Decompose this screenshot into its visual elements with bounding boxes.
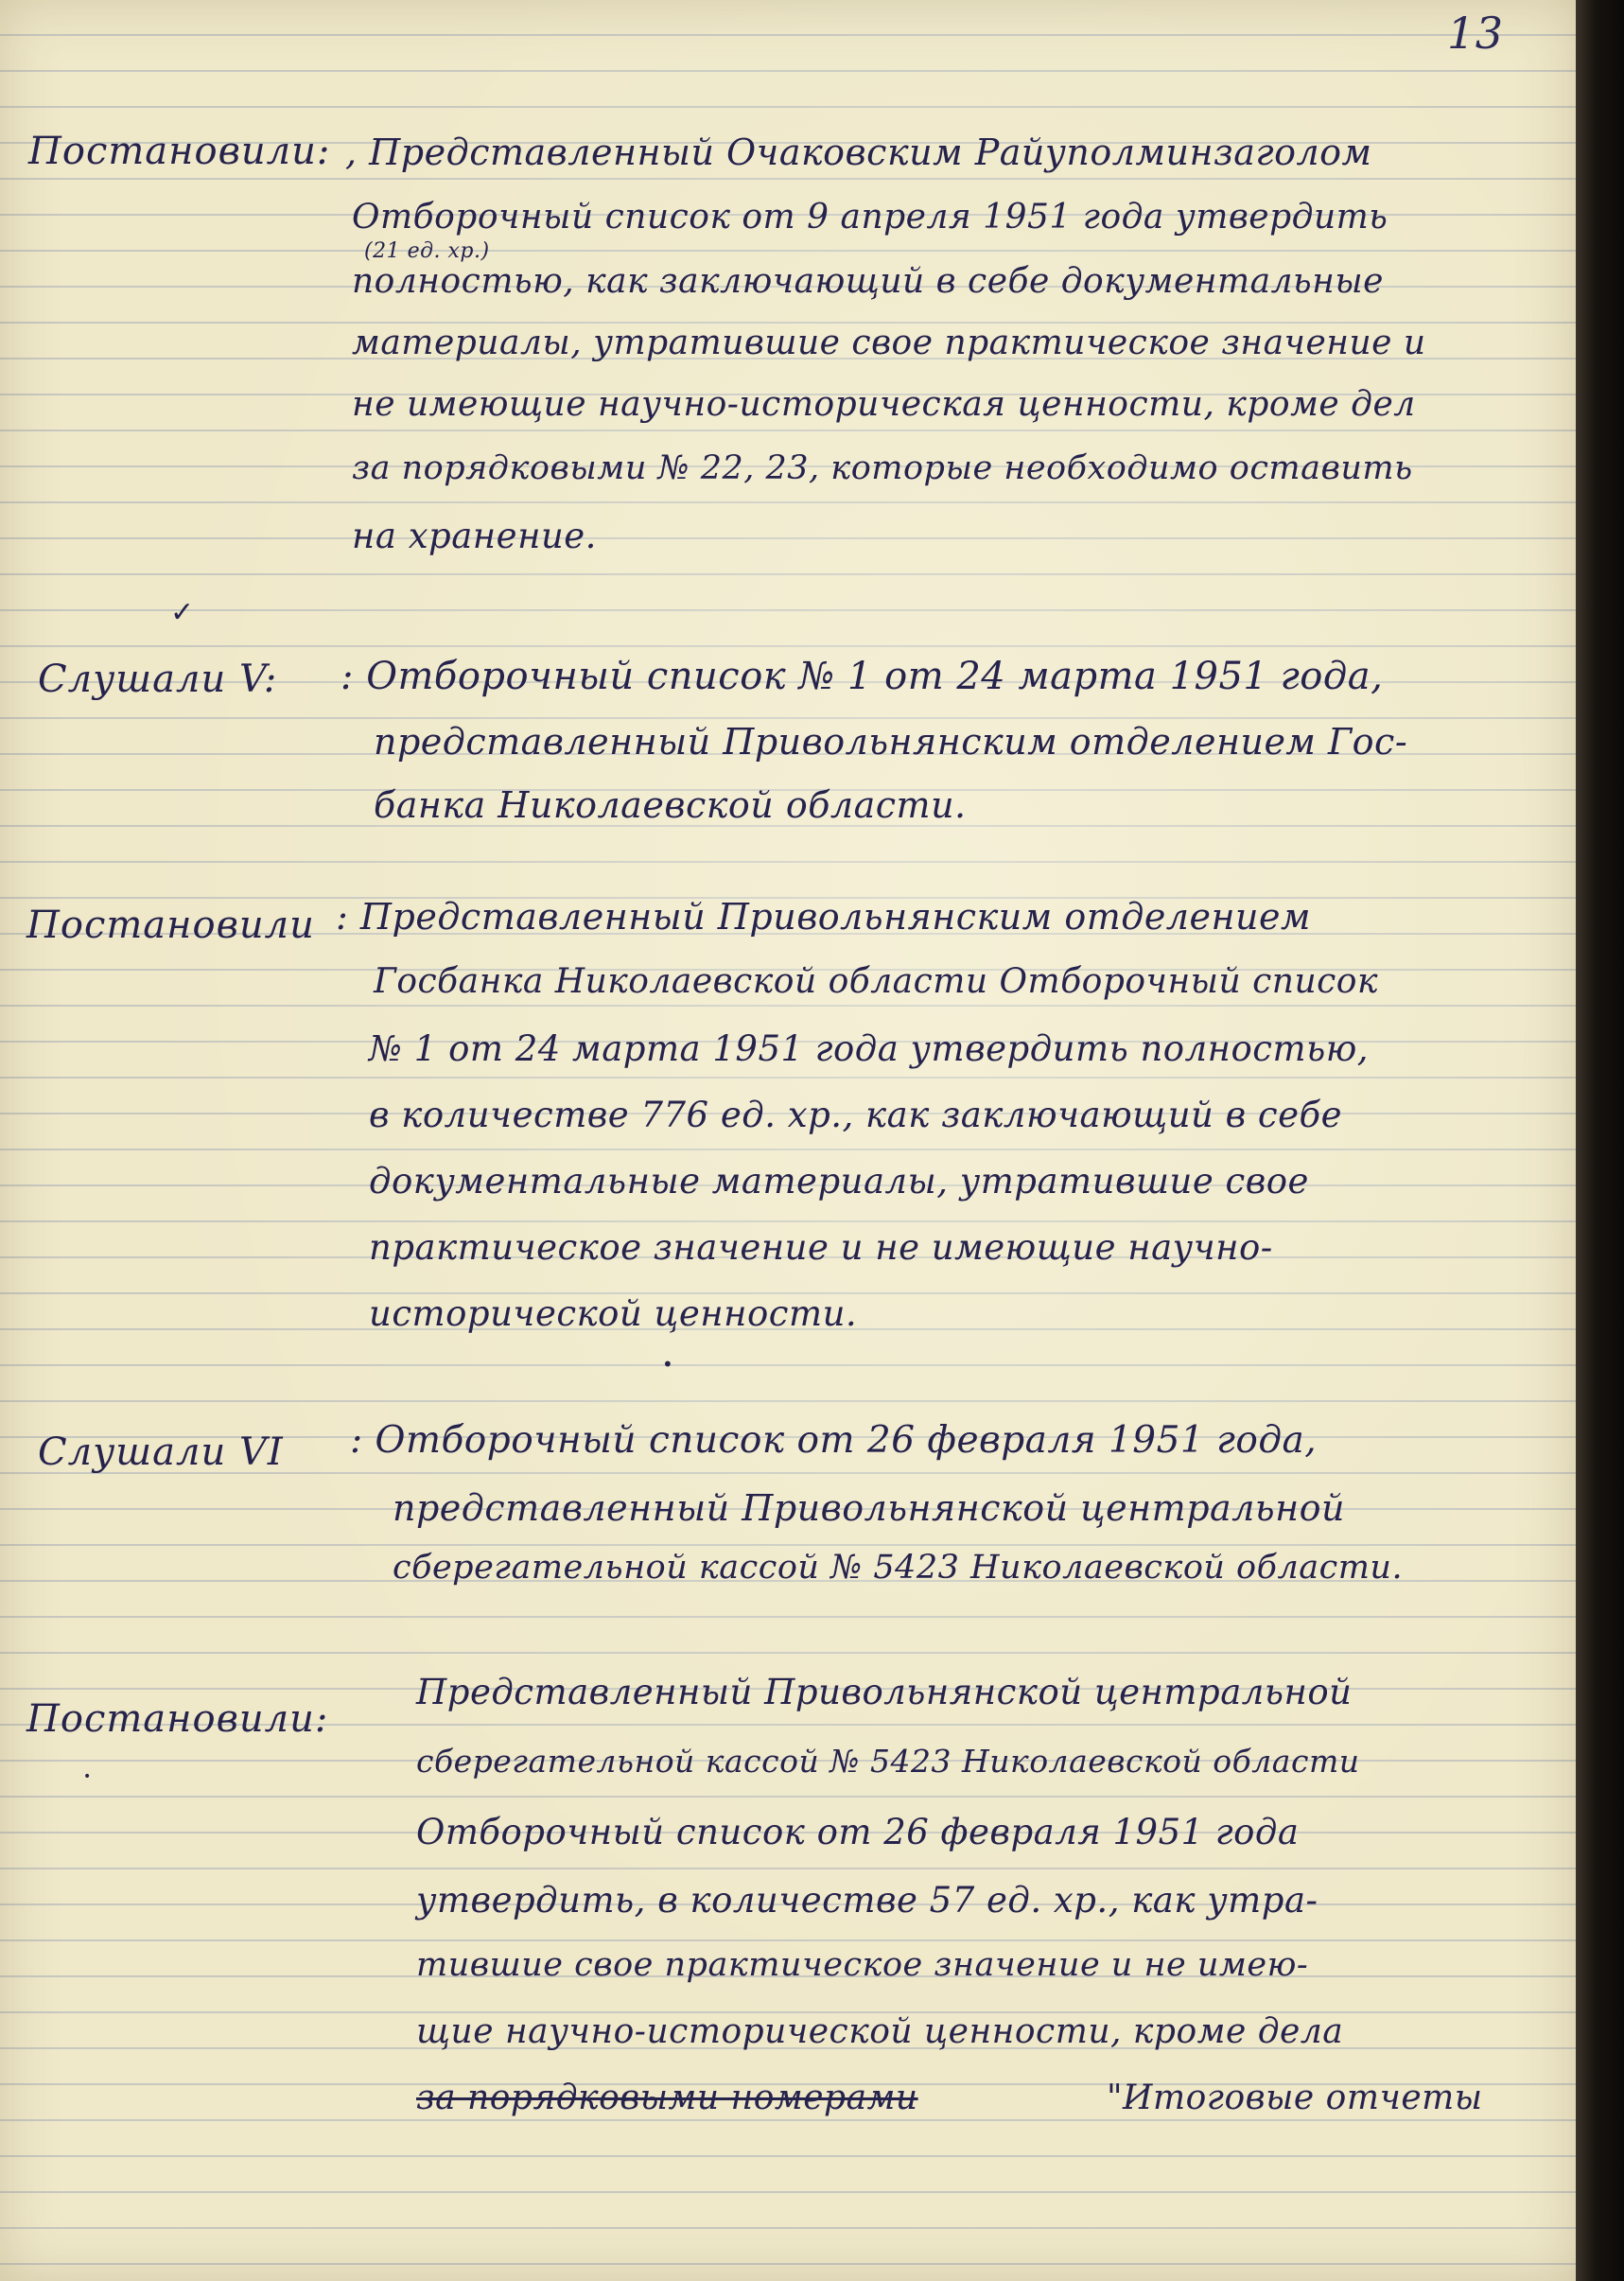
block2-heading: Слушали V: [38, 658, 278, 701]
block3-heading: Постановили [26, 904, 315, 947]
page-number: 13 [1447, 8, 1504, 59]
block4-heading: Слушали VI [38, 1430, 284, 1474]
block3-line-7: исторической ценности. [369, 1293, 858, 1334]
block1-line-5: не имеющие научно-историческая ценности, кроме дел [352, 385, 1416, 424]
block3-line-4: в количестве 776 ед. хр., как заключающий в себе [369, 1095, 1343, 1135]
block5-line-5: тившие свое практическое значение и не имею- [416, 1946, 1309, 1984]
block5-line-3: Отборочный список от 26 февраля 1951 года [416, 1812, 1300, 1852]
ink-dot: • [83, 1769, 92, 1784]
block2-line-3: банка Николаевской области. [374, 784, 967, 826]
block3-line-5: документальные материалы, утратившие свое [369, 1161, 1309, 1202]
block5-line-6: щие научно-исторической ценности, кроме дела [416, 2012, 1344, 2051]
block1-line-2: Отборочный список от 9 апреля 1951 года утвердить [352, 198, 1388, 237]
block5-struck-text: за порядковыми номерами [416, 2079, 918, 2117]
block1-line-3: полностью, как заключающий в себе документальные [352, 262, 1384, 301]
block1-line-7: на хранение. [352, 516, 597, 556]
block1-line-4: материалы, утратившие свое практическое значение и [352, 324, 1426, 362]
block3-line-1: : Представленный Привольнянским отделением [336, 896, 1311, 938]
block5-line-2: сберегательной кассой № 5423 Николаевской области [416, 1743, 1360, 1780]
block3-line-3: № 1 от 24 марта 1951 года утвердить полностью, [369, 1028, 1370, 1069]
block5-line-1: Представленный Привольнянской центральной [416, 1672, 1353, 1712]
check-mark-icon: ✓ [170, 596, 195, 629]
block4-line-2: представленный Привольнянской центральной [393, 1487, 1345, 1529]
block2-line-2: представленный Привольнянским отделением Гос- [374, 721, 1408, 763]
ink-dot: • [662, 1353, 673, 1376]
binding-edge [1576, 0, 1624, 2281]
block5-last-line: "Итоговые отчеты [1107, 2079, 1483, 2117]
block1-line-1: , Представленный Очаковским Райуполминзаголом [345, 132, 1372, 173]
block5-line-4: утвердить, в количестве 57 ед. хр., как утра- [416, 1880, 1318, 1921]
block1-line-6: за порядковыми № 22, 23, которые необходимо оставить [352, 449, 1413, 487]
block3-line-6: практическое значение и не имеющие научно- [369, 1227, 1273, 1268]
block1-insert: (21 ед. хр.) [364, 239, 490, 263]
block4-line-1: : Отборочный список от 26 февраля 1951 года, [350, 1419, 1318, 1462]
block5-heading: Постановили: [26, 1697, 329, 1741]
block1-heading: Постановили: [28, 130, 331, 173]
block2-line-1: : Отборочный список № 1 от 24 марта 1951 года, [341, 655, 1384, 698]
block3-line-2: Госбанка Николаевской области Отборочный список [374, 962, 1378, 1001]
block4-line-3: сберегательной кассой № 5423 Николаевской области. [393, 1549, 1404, 1587]
